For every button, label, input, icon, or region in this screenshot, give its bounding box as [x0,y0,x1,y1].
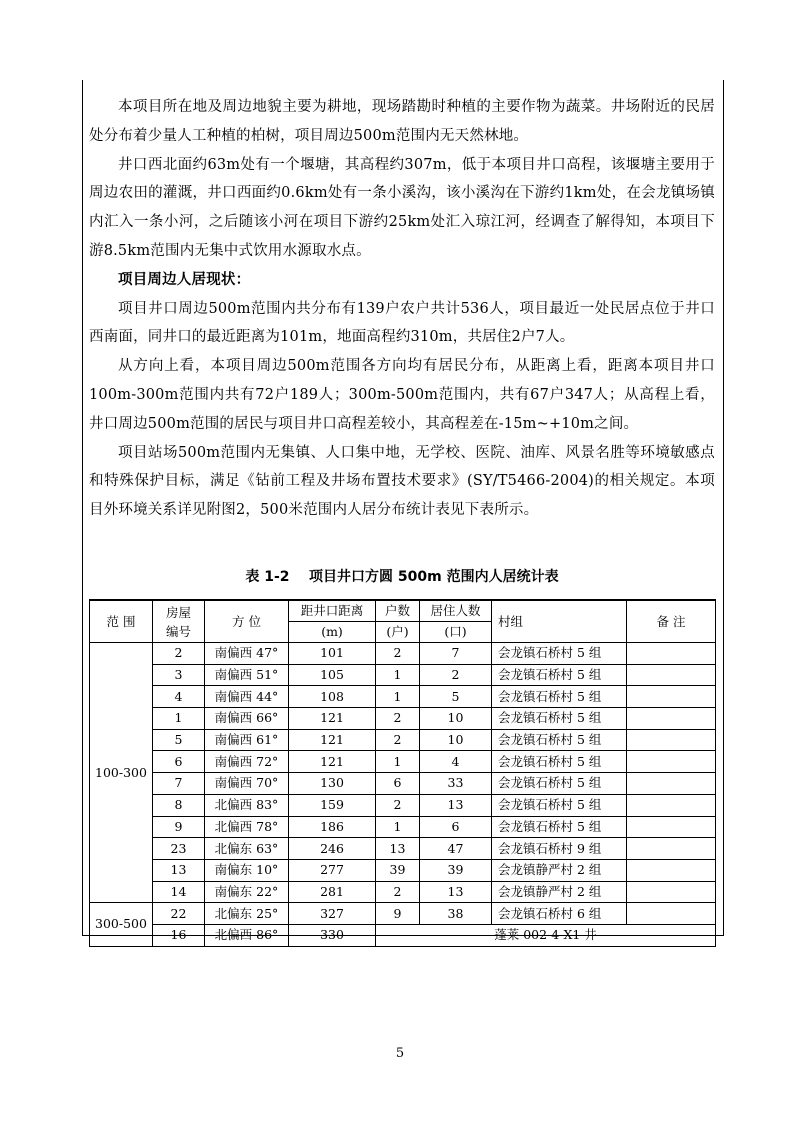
direction-cell: 南偏西 72° [205,751,289,773]
table-row [90,708,716,730]
direction-cell: 北偏东 25° [205,903,289,925]
distance-cell: 121 [289,708,376,730]
header-range: 范 围 [90,600,153,643]
remark-cell [627,729,716,751]
distance-cell: 108 [289,686,376,708]
residents-cell: 7 [420,643,492,665]
table-row [90,794,716,816]
village-cell: 会龙镇石桥村 5 组 [492,816,627,838]
header-residents: 居住人数 [420,600,492,622]
table-row [90,643,716,665]
remark-cell [627,751,716,773]
distance-cell: 330 [289,924,376,946]
distance-cell: 105 [289,664,376,686]
direction-cell: 南偏西 66° [205,708,289,730]
village-cell: 会龙镇石桥村 9 组 [492,838,627,860]
house-no-cell: 9 [153,816,205,838]
house-no-cell: 4 [153,686,205,708]
distance-cell: 281 [289,881,376,903]
direction-cell: 南偏西 70° [205,773,289,795]
header-house-no: 房屋 编号 [153,600,205,643]
header-direction: 方 位 [205,600,289,643]
range-cell: 300-500 [90,903,153,946]
remark-cell [627,708,716,730]
table-row [90,773,716,795]
village-cell: 会龙镇石桥村 5 组 [492,664,627,686]
village-cell: 会龙镇静严村 2 组 [492,881,627,903]
page-number: 5 [395,1046,405,1061]
residents-cell: 2 [420,664,492,686]
distance-cell: 121 [289,729,376,751]
direction-cell: 北偏西 86° [205,924,289,946]
header-distance: 距井口距离 [289,600,376,622]
households-cell: 13 [376,838,420,860]
distance-cell: 130 [289,773,376,795]
remark-cell [627,838,716,860]
header-households-unit: (户) [376,622,420,643]
direction-cell: 北偏西 83° [205,794,289,816]
paragraph-water: 井口西北面约63m处有一个堰塘，其高程约307m，低于本项目井口高程，该堰塘主要用于周边农田的灌溉，井口西面约0.6km处有一条小溪沟，该小溪沟在下游约1km处，在会龙镇场镇内汇入一条小河，之后随该小河在项目下游约25km处汇入琼江河，经调查了解得知，本项目下游8.5km范围内无集中式饮用水源取水点。 [89,156,715,259]
direction-cell: 北偏东 63° [205,838,289,860]
table-row [90,859,716,881]
households-cell: 1 [376,686,420,708]
table-caption: 表 1-2 项目井口方圆 500m 范围内人居统计表 [245,569,559,585]
village-cell: 会龙镇石桥村 5 组 [492,643,627,665]
remark-cell [627,643,716,665]
residents-cell: 4 [420,751,492,773]
households-cell: 2 [376,729,420,751]
households-cell: 2 [376,881,420,903]
house-no-cell: 7 [153,773,205,795]
remark-cell [627,859,716,881]
residents-cell: 10 [420,729,492,751]
residents-table-body [90,643,716,947]
residents-cell: 10 [420,708,492,730]
residents-cell: 5 [420,686,492,708]
households-cell: 9 [376,903,420,925]
direction-cell: 南偏西 51° [205,664,289,686]
households-cell: 2 [376,643,420,665]
village-cell: 会龙镇石桥村 5 组 [492,729,627,751]
table-row [90,729,716,751]
table-row [90,664,716,686]
households-cell: 6 [376,773,420,795]
paragraph-landform: 本项目所在地及周边地貌主要为耕地，现场踏勘时种植的主要作物为蔬菜。井场附近的民居处分布着少量人工种植的柏树，项目周边500m范围内无天然林地。 [89,99,715,144]
house-no-cell: 5 [153,729,205,751]
village-cell: 会龙镇石桥村 5 组 [492,686,627,708]
paragraph-sensitive-points: 项目站场500m范围内无集镇、人口集中地，无学校、医院、油库、风景名胜等环境敏感点和特殊保护目标，满足《钻前工程及井场布置技术要求》(SY/T5466-2004)的相关规定。本项目外环境关系详见附图2，500米范围内人居分布统计表见下表所示。 [89,444,715,519]
distance-cell: 327 [289,903,376,925]
households-cell: 39 [376,859,420,881]
table-row [90,816,716,838]
table-row [90,903,716,925]
direction-cell: 北偏西 78° [205,816,289,838]
households-cell: 1 [376,664,420,686]
section-heading-residents: 项目周边人居现状： [118,271,251,288]
residents-cell: 13 [420,794,492,816]
direction-cell: 南偏东 10° [205,859,289,881]
house-no-cell: 13 [153,859,205,881]
village-cell: 会龙镇石桥村 5 组 [492,751,627,773]
house-no-cell: 6 [153,751,205,773]
households-cell: 1 [376,751,420,773]
table-row [90,881,716,903]
distance-cell: 277 [289,859,376,881]
merged-note-cell: 蓬莱 002-4-X1 井 [376,924,716,946]
direction-cell: 南偏西 61° [205,729,289,751]
village-cell: 会龙镇石桥村 5 组 [492,773,627,795]
house-no-cell: 16 [153,924,205,946]
residents-cell: 13 [420,881,492,903]
remark-cell [627,816,716,838]
residents-cell: 33 [420,773,492,795]
village-cell: 会龙镇石桥村 6 组 [492,903,627,925]
residents-cell: 47 [420,838,492,860]
house-no-cell: 22 [153,903,205,925]
distance-cell: 121 [289,751,376,773]
paragraph-residents-distribution: 从方向上看，本项目周边500m范围各方向均有居民分布，从距离上看，距离本项目井口100m-300m范围内共有72户189人；300m-500m范围内，共有67户347人；从高程上看，井口周边500m范围的居民与项目井口高程差较小，其高程差在-15m~+10m之间。 [89,358,715,432]
house-no-cell: 14 [153,881,205,903]
remark-cell [627,773,716,795]
remark-cell [627,881,716,903]
distance-cell: 186 [289,816,376,838]
house-no-cell: 2 [153,643,205,665]
households-cell: 2 [376,708,420,730]
residents-cell: 38 [420,903,492,925]
village-cell: 会龙镇静严村 2 组 [492,859,627,881]
house-no-cell: 23 [153,838,205,860]
village-cell: 会龙镇石桥村 5 组 [492,794,627,816]
header-remark: 备 注 [627,600,716,643]
house-no-cell: 8 [153,794,205,816]
remark-cell [627,903,716,925]
paragraph-residents-summary: 项目井口周边500m范围内共分布有139户农户共计536人，项目最近一处民居点位于井口西南面，同井口的最近距离为101m，地面高程约310m，共居住2户7人。 [89,300,715,346]
range-cell: 100-300 [90,643,153,903]
header-distance-unit: (m) [289,622,376,643]
residents-cell: 6 [420,816,492,838]
body-text [89,93,715,525]
residents-cell: 39 [420,859,492,881]
table-row [90,686,716,708]
distance-cell: 101 [289,643,376,665]
households-cell: 1 [376,816,420,838]
header-village: 村组 [492,600,627,643]
direction-cell: 南偏东 22° [205,881,289,903]
table-row [90,751,716,773]
house-no-cell: 3 [153,664,205,686]
households-cell: 2 [376,794,420,816]
distance-cell: 246 [289,838,376,860]
direction-cell: 南偏西 47° [205,643,289,665]
remark-cell [627,794,716,816]
remark-cell [627,686,716,708]
header-residents-unit: (口) [420,622,492,643]
header-households: 户数 [376,600,420,622]
table-row [90,838,716,860]
distance-cell: 159 [289,794,376,816]
remark-cell [627,664,716,686]
house-no-cell: 1 [153,708,205,730]
residents-table [89,599,716,947]
direction-cell: 南偏西 44° [205,686,289,708]
village-cell: 会龙镇石桥村 5 组 [492,708,627,730]
table-row [90,924,716,946]
